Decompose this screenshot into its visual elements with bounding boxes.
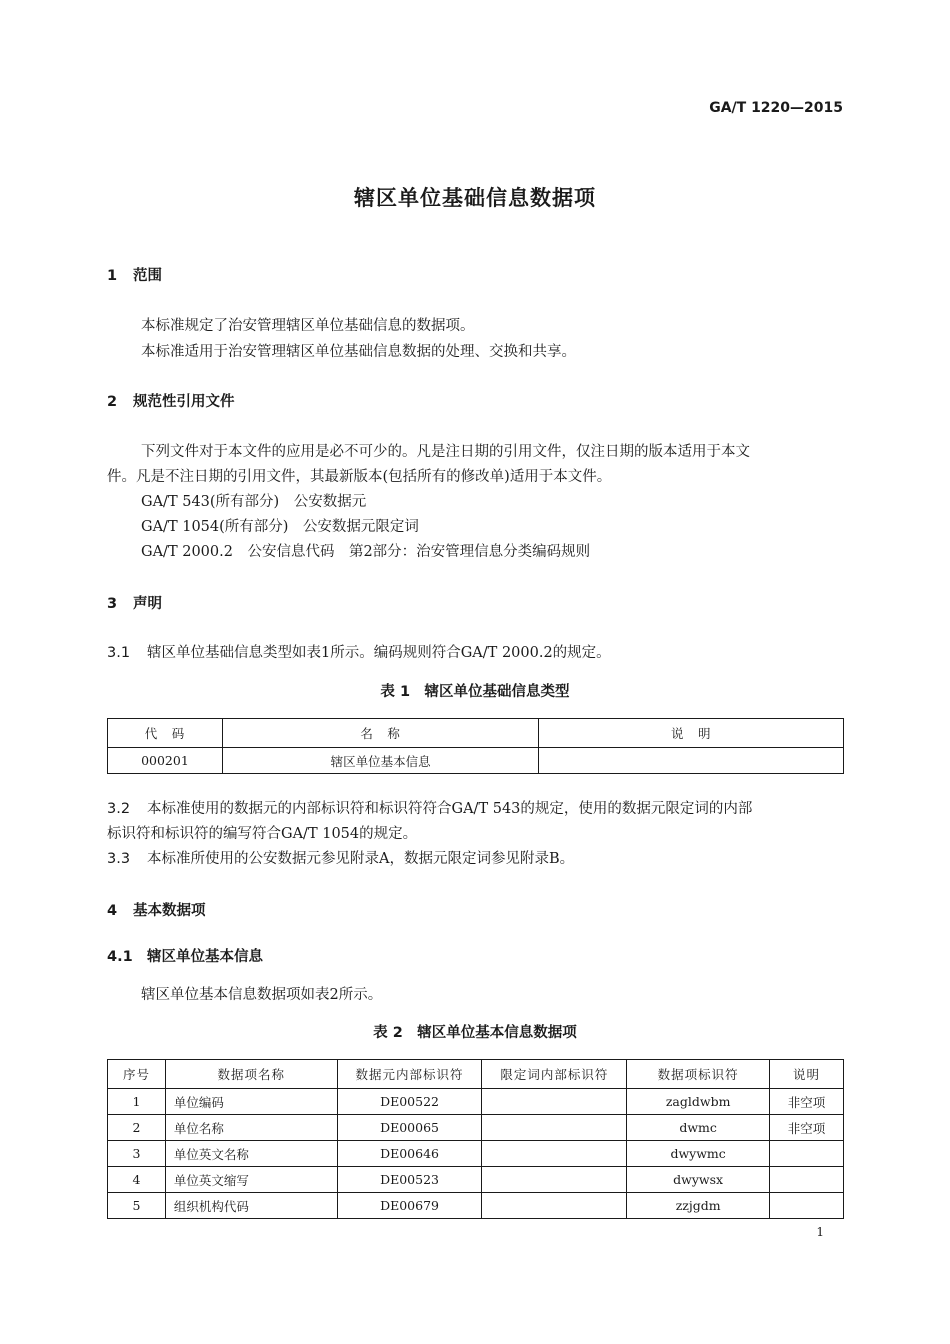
clause-number: 3.1 — [107, 645, 131, 661]
subsection-number: 4.1 — [107, 949, 133, 965]
table-cell: 非空项 — [770, 1089, 844, 1115]
table-1 — [107, 718, 844, 774]
reference-item: GA/T 1054(所有部分) 公安数据元限定词 — [141, 519, 419, 535]
table-cell — [482, 1115, 627, 1141]
table-cell: 辖区单位基本信息 — [222, 748, 539, 774]
table-cell: dwmc — [627, 1115, 770, 1141]
table-header-cell: 代 码 — [108, 719, 223, 748]
table-cell: DE00065 — [337, 1115, 482, 1141]
table-header-cell: 数据项标识符 — [627, 1060, 770, 1089]
table-cell: dwywmc — [627, 1141, 770, 1167]
clause-3-1 — [107, 641, 611, 662]
paragraph-line: 件。凡是不注日期的引用文件，其最新版本(包括所有的修改单)适用于本文件。 — [107, 469, 612, 485]
table-row — [108, 1089, 844, 1115]
table-1-caption: 表 1 辖区单位基础信息类型 — [380, 684, 570, 700]
clause-3-2 — [107, 797, 752, 818]
table-cell — [482, 1141, 627, 1167]
table-2 — [107, 1059, 844, 1219]
table-cell: 1 — [108, 1089, 166, 1115]
section-number: 3 — [107, 596, 118, 612]
table-header-cell: 说明 — [770, 1060, 844, 1089]
reference-item: GA/T 543(所有部分) 公安数据元 — [141, 494, 367, 510]
subsection-4-1-heading — [107, 945, 263, 966]
clause-text: 本标准使用的数据元的内部标识符和标识符符合GA/T 543的规定，使用的数据元限定词的内部 — [147, 801, 753, 817]
paragraph-line: 下列文件对于本文件的应用是必不可少的。凡是注日期的引用文件，仅注日期的版本适用于本文 — [141, 444, 750, 460]
table-cell: DE00523 — [337, 1167, 482, 1193]
subsection-title: 辖区单位基本信息 — [147, 949, 263, 965]
table-header-row — [108, 719, 844, 748]
table-cell — [482, 1089, 627, 1115]
section-title: 声明 — [133, 596, 162, 612]
table-cell: 4 — [108, 1167, 166, 1193]
table-row — [108, 748, 844, 774]
table-header-cell: 说 明 — [539, 719, 844, 748]
section-title: 规范性引用文件 — [133, 394, 235, 410]
clause-continuation: 标识符和标识符的编写符合GA/T 1054的规定。 — [107, 826, 418, 842]
clause-3-3 — [107, 847, 574, 868]
table-cell: 单位名称 — [165, 1115, 337, 1141]
table-cell: 000201 — [108, 748, 223, 774]
section-4-heading — [107, 899, 206, 920]
table-cell — [482, 1193, 627, 1219]
table-cell: DE00522 — [337, 1089, 482, 1115]
page-title: 辖区单位基础信息数据项 — [354, 186, 596, 210]
table-cell — [539, 748, 844, 774]
table-header-cell: 数据项名称 — [165, 1060, 337, 1089]
table-row — [108, 1141, 844, 1167]
table-cell: 单位英文缩写 — [165, 1167, 337, 1193]
section-3-heading — [107, 592, 162, 613]
table-row — [108, 1167, 844, 1193]
table-cell: zzjgdm — [627, 1193, 770, 1219]
paragraph: 本标准适用于治安管理辖区单位基础信息数据的处理、交换和共享。 — [141, 344, 576, 360]
table-header-cell: 限定词内部标识符 — [482, 1060, 627, 1089]
table-cell: 2 — [108, 1115, 166, 1141]
standard-code: GA/T 1220—2015 — [709, 100, 843, 116]
table-header-cell: 数据元内部标识符 — [337, 1060, 482, 1089]
table-row — [108, 1115, 844, 1141]
section-2-heading — [107, 390, 235, 411]
table-cell: dwywsx — [627, 1167, 770, 1193]
table-cell — [770, 1141, 844, 1167]
table-cell: 单位编码 — [165, 1089, 337, 1115]
section-number: 2 — [107, 394, 118, 410]
table-2-caption: 表 2 辖区单位基本信息数据项 — [373, 1025, 577, 1041]
section-number: 4 — [107, 903, 118, 919]
table-header-row — [108, 1060, 844, 1089]
table-cell — [770, 1193, 844, 1219]
section-number: 1 — [107, 268, 118, 284]
section-1-heading — [107, 264, 162, 285]
section-title: 基本数据项 — [133, 903, 206, 919]
table-cell: DE00679 — [337, 1193, 482, 1219]
table-row — [108, 1193, 844, 1219]
page-number: 1 — [816, 1225, 824, 1239]
clause-number: 3.2 — [107, 801, 131, 817]
table-header-cell: 序号 — [108, 1060, 166, 1089]
table-cell: 3 — [108, 1141, 166, 1167]
table-cell: DE00646 — [337, 1141, 482, 1167]
table-cell: 非空项 — [770, 1115, 844, 1141]
paragraph: 本标准规定了治安管理辖区单位基础信息的数据项。 — [141, 318, 475, 334]
clause-text: 辖区单位基础信息类型如表1所示。编码规则符合GA/T 2000.2的规定。 — [147, 645, 611, 661]
table-header-cell: 名 称 — [222, 719, 539, 748]
section-title: 范围 — [133, 268, 162, 284]
clause-number: 3.3 — [107, 851, 131, 867]
table-cell — [770, 1167, 844, 1193]
paragraph: 辖区单位基本信息数据项如表2所示。 — [141, 987, 383, 1003]
table-cell: 单位英文名称 — [165, 1141, 337, 1167]
table-cell: zagldwbm — [627, 1089, 770, 1115]
clause-text: 本标准所使用的公安数据元参见附录A，数据元限定词参见附录B。 — [147, 851, 575, 867]
table-cell — [482, 1167, 627, 1193]
table-cell: 组织机构代码 — [165, 1193, 337, 1219]
table-cell: 5 — [108, 1193, 166, 1219]
reference-item: GA/T 2000.2 公安信息代码 第2部分：治安管理信息分类编码规则 — [141, 544, 591, 560]
